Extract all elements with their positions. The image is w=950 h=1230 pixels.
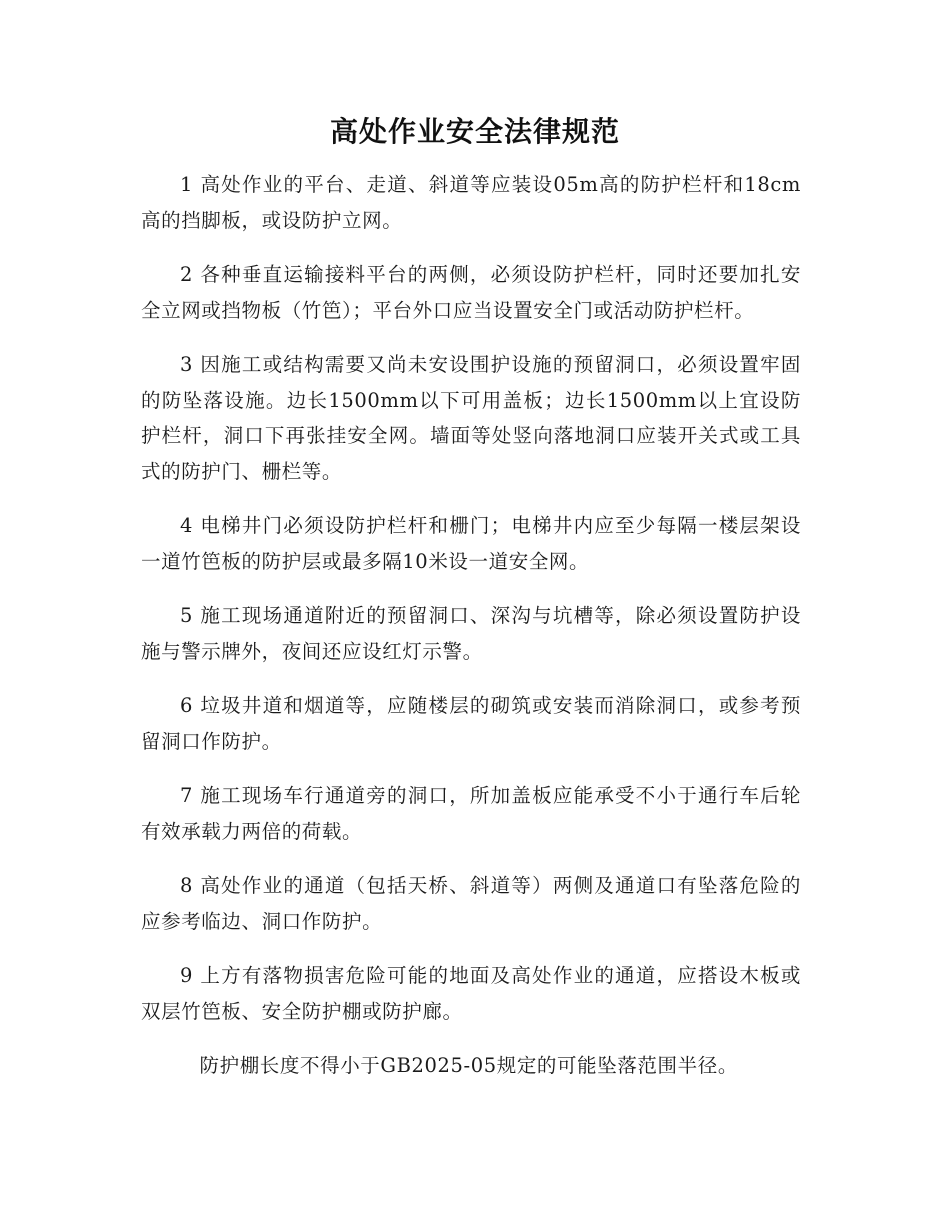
paragraph-4: 4 电梯井门必须设防护栏杆和栅门；电梯井内应至少每隔一楼层架设一道竹笆板的防护层或最多隔10米设一道安全网。	[141, 514, 801, 573]
paragraph-2: 2 各种垂直运输接料平台的两侧，必须设防护栏杆，同时还要加扎安全立网或挡物板（竹笆）；平台外口应当设置安全门或活动防护栏杆。	[141, 263, 801, 322]
paragraph-9: 9 上方有落物损害危险可能的地面及高处作业的通道，应搭设木板或双层竹笆板、安全防护棚或防护廊。	[141, 964, 801, 1023]
paragraph-5: 5 施工现场通道附近的预留洞口、深沟与坑槽等，除必须设置防护设施与警示牌外，夜间还应设红灯示警。	[141, 604, 801, 663]
paragraph-7: 7 施工现场车行通道旁的洞口，所加盖板应能承受不小于通行车后轮有效承载力两倍的荷载。	[141, 784, 801, 843]
paragraph-3: 3 因施工或结构需要又尚未安设围护设施的预留洞口，必须设置牢固的防坠落设施。边长1500mm以下可用盖板；边长1500mm以上宜设防护栏杆，洞口下再张挂安全网。墙面等处竖向落地洞口应装开关式或工具式的防护门、栅栏等。	[141, 353, 801, 483]
paragraph-1: 1 高处作业的平台、走道、斜道等应装设05m高的防护栏杆和18cm高的挡脚板，或设防护立网。	[141, 173, 801, 232]
document-body	[141, 167, 801, 1103]
paragraph-8: 8 高处作业的通道（包括天桥、斜道等）两侧及通道口有坠落危险的应参考临边、洞口作防护。	[141, 874, 801, 933]
document-title: 高处作业安全法律规范	[329, 115, 620, 148]
paragraph-note: 防护棚长度不得小于GB2025-05规定的可能坠落范围半径。	[199, 1054, 738, 1077]
paragraph-6: 6 垃圾井道和烟道等，应随楼层的砌筑或安装而消除洞口，或参考预留洞口作防护。	[141, 694, 801, 753]
